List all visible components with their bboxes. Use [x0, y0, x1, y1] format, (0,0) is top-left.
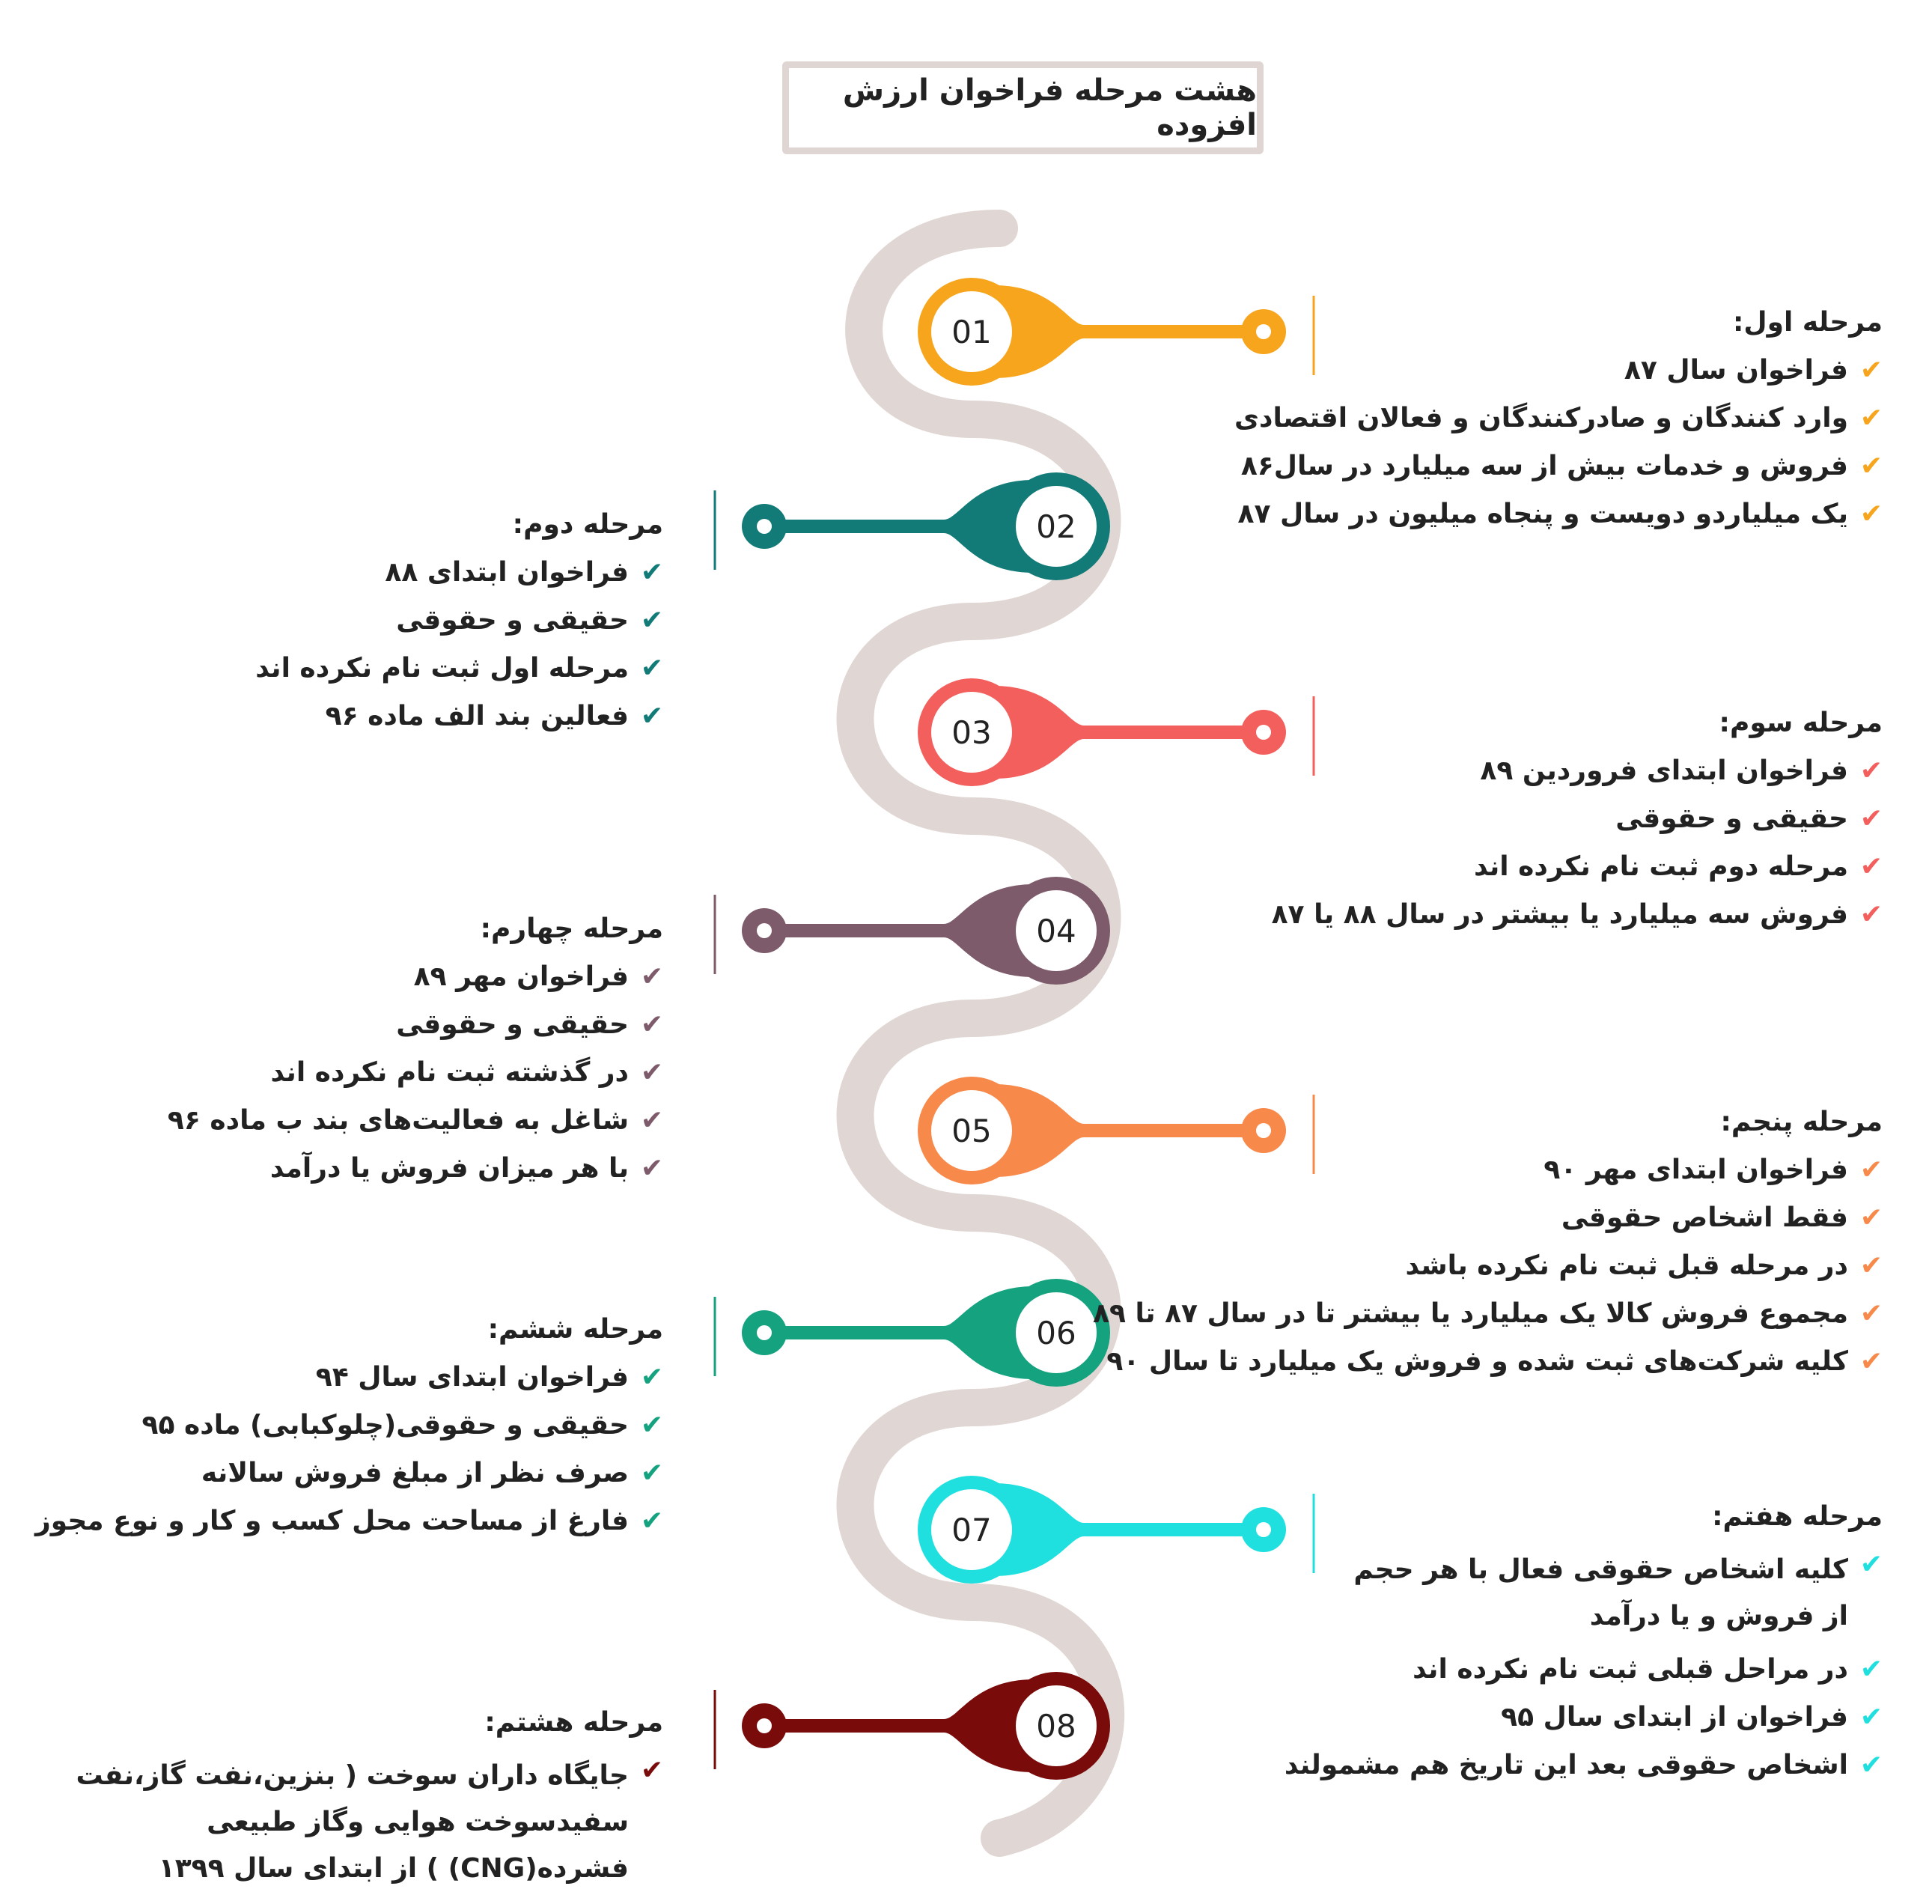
list-item: ✔ فقط اشخاص حقوقی — [1093, 1200, 1883, 1236]
check-icon: ✔ — [1859, 403, 1883, 434]
stage-number: 02 — [1036, 508, 1076, 545]
stage-3-text — [1272, 708, 1883, 945]
stage-number: 07 — [951, 1512, 992, 1548]
stage-number: 04 — [1036, 913, 1076, 949]
stage-number: 01 — [951, 314, 992, 350]
stage-7-text — [1284, 1501, 1883, 1795]
list-item: ✔ فراخوان ابتدای مهر ۹۰ — [1093, 1152, 1883, 1188]
list-item: ✔ کلیه اشخاص حقوقی فعال با هر حجم از فروش و یا درآمد — [1329, 1547, 1883, 1640]
list-item: ✔ جایگاه داران سوخت ( بنزین،نفت گاز،نفت سفیدسوخت هوایی وگاز طبیعی فشرده(CNG) ) از ابتدای سال ۱۳۹۹ — [19, 1753, 663, 1892]
check-icon: ✔ — [1859, 1654, 1883, 1685]
list-item: ✔ فراخوان از ابتدای سال ۹۵ — [1329, 1700, 1883, 1736]
check-icon: ✔ — [1859, 1250, 1883, 1281]
stage-3-pin — [918, 678, 1314, 786]
stage-4-title: مرحله چهارم: — [480, 913, 663, 944]
check-icon: ✔ — [640, 605, 663, 636]
check-icon: ✔ — [1859, 1298, 1883, 1329]
stage-7-list — [1284, 1547, 1883, 1783]
page-title: هشت مرحله فراخوان ارزش افزوده — [842, 73, 1257, 142]
list-item: ✔ اشخاص حقوقی بعد این تاریخ هم مشمولند — [1329, 1748, 1883, 1783]
list-item: ✔ فعالین بند الف ماده ۹۶ — [255, 699, 663, 734]
list-item: ✔ مرحله اول ثبت نام نکرده اند — [255, 651, 663, 687]
list-item: ✔ فراخوان ابتدای فروردین ۸۹ — [1272, 753, 1883, 789]
pin-connector — [772, 1679, 1034, 1772]
list-item: ✔ فراخوان ابتدای ۸۸ — [255, 555, 663, 591]
check-icon: ✔ — [640, 1362, 663, 1393]
check-icon: ✔ — [640, 1105, 663, 1136]
stage-8-title: مرحله هشتم: — [484, 1707, 663, 1738]
stage-number: 08 — [1036, 1708, 1076, 1745]
winding-track — [856, 228, 1106, 1838]
list-item: ✔ مرحله دوم ثبت نام نکرده اند — [1272, 849, 1883, 885]
check-icon: ✔ — [640, 1153, 663, 1184]
pin-connector — [772, 480, 1034, 573]
stage-8-text — [19, 1707, 663, 1904]
list-item: ✔ وارد کنندگان و صادرکنندگان و فعالان اقتصادی — [1234, 401, 1883, 437]
stage-number: 03 — [951, 714, 992, 751]
list-item: ✔ حقیقی و حقوقی — [168, 1007, 663, 1043]
list-item: ✔ فارغ از مساحت محل کسب و کار و نوع مجوز — [35, 1503, 663, 1539]
stage-number: 05 — [951, 1113, 992, 1149]
stage-3-list — [1272, 753, 1883, 933]
pin-connector — [772, 1286, 1034, 1379]
list-item: ✔ در گذشته ثبت نام نکرده اند — [168, 1055, 663, 1091]
list-item: ✔ حقیقی و حقوقی — [255, 603, 663, 639]
check-icon: ✔ — [640, 653, 663, 684]
list-item: ✔ در مرحله قبل ثبت نام نکرده باشد — [1093, 1248, 1883, 1284]
check-icon: ✔ — [640, 701, 663, 732]
list-item: ✔ فراخوان سال ۸۷ — [1234, 353, 1883, 389]
pin-end-dot — [1256, 1522, 1271, 1537]
pin-end-dot — [757, 1325, 772, 1340]
list-item: ✔ حقیقی و حقوقی — [1272, 801, 1883, 837]
list-item: ✔ فراخوان مهر ۸۹ — [168, 959, 663, 995]
check-icon: ✔ — [1859, 1750, 1883, 1780]
check-icon: ✔ — [1859, 899, 1883, 930]
check-icon: ✔ — [1859, 1155, 1883, 1185]
list-item: ✔ در مراحل قبلی ثبت نام نکرده اند — [1329, 1652, 1883, 1688]
check-icon: ✔ — [640, 1057, 663, 1088]
check-icon: ✔ — [640, 1506, 663, 1536]
stage-6-text — [35, 1314, 663, 1551]
stage-2-title: مرحله دوم: — [512, 509, 663, 540]
stage-7-pin — [918, 1476, 1314, 1584]
check-icon: ✔ — [1859, 355, 1883, 386]
list-item: ✔ مجموع فروش کالا یک میلیارد یا بیشتر تا در سال ۸۷ تا ۸۹ — [1093, 1296, 1883, 1332]
stage-5-text — [1093, 1107, 1883, 1392]
stage-6-pin — [715, 1279, 1110, 1387]
stage-4-text — [168, 913, 663, 1199]
check-icon: ✔ — [1859, 1346, 1883, 1377]
list-item: ✔ حقیقی و حقوقی(چلوکبابی) ماده ۹۵ — [35, 1408, 663, 1444]
check-icon: ✔ — [640, 961, 663, 992]
list-item: ✔ شاغل به فعالیت‌های بند ب ماده ۹۶ — [168, 1103, 663, 1139]
list-item: ✔ کلیه شرکت‌های ثبت شده و فروش یک میلیارد تا سال ۹۰ — [1093, 1344, 1883, 1380]
stage-number: 06 — [1036, 1315, 1076, 1351]
check-icon: ✔ — [1859, 803, 1883, 834]
list-item: ✔ یک میلیاردو دویست و پنجاه میلیون در سال ۸۷ — [1234, 496, 1883, 532]
pin-connector — [772, 884, 1034, 977]
check-icon: ✔ — [1859, 1202, 1883, 1233]
check-icon: ✔ — [640, 1458, 663, 1488]
list-item: ✔ فروش و خدمات بیش از سه میلیارد در سال۸۶ — [1234, 448, 1883, 484]
pin-connector — [994, 285, 1256, 378]
check-icon: ✔ — [1859, 851, 1883, 882]
check-icon: ✔ — [1859, 755, 1883, 786]
stage-5-list — [1093, 1152, 1883, 1380]
stage-4-pin — [715, 877, 1110, 985]
check-icon: ✔ — [640, 1410, 663, 1441]
pin-connector — [994, 1483, 1256, 1576]
pin-end-dot — [757, 519, 772, 534]
list-item: ✔ با هر میزان فروش یا درآمد — [168, 1151, 663, 1187]
check-icon: ✔ — [640, 1755, 663, 1786]
check-icon: ✔ — [1859, 451, 1883, 481]
pin-end-dot — [1256, 725, 1271, 740]
check-icon: ✔ — [1859, 499, 1883, 529]
pin-end-dot — [757, 1718, 772, 1733]
stage-8-list — [19, 1753, 663, 1892]
stage-1-list — [1234, 353, 1883, 532]
stage-4-list — [168, 959, 663, 1187]
list-item: ✔ فراخوان ابتدای سال ۹۴ — [35, 1360, 663, 1396]
stage-3-title: مرحله سوم: — [1719, 708, 1883, 738]
stage-1-text — [1234, 307, 1883, 544]
stage-6-list — [35, 1360, 663, 1539]
list-item: ✔ صرف نظر از مبلغ فروش سالانه — [35, 1456, 663, 1491]
pin-end-dot — [757, 923, 772, 938]
check-icon: ✔ — [1859, 1549, 1883, 1580]
check-icon: ✔ — [640, 557, 663, 588]
stage-2-list — [255, 555, 663, 734]
title-box — [782, 61, 1264, 154]
stage-2-text — [255, 509, 663, 746]
stage-2-pin — [715, 472, 1110, 580]
check-icon: ✔ — [1859, 1702, 1883, 1733]
list-item: ✔ فروش سه میلیارد یا بیشتر در سال ۸۸ یا ۸۷ — [1272, 897, 1883, 933]
stage-1-title: مرحله اول: — [1732, 307, 1883, 338]
check-icon: ✔ — [640, 1009, 663, 1040]
stage-5-title: مرحله پنجم: — [1720, 1107, 1883, 1137]
stage-7-title: مرحله هفتم: — [1712, 1501, 1883, 1532]
stage-6-title: مرحله ششم: — [487, 1314, 663, 1345]
stage-8-pin — [715, 1672, 1110, 1780]
pin-connector — [994, 686, 1256, 779]
